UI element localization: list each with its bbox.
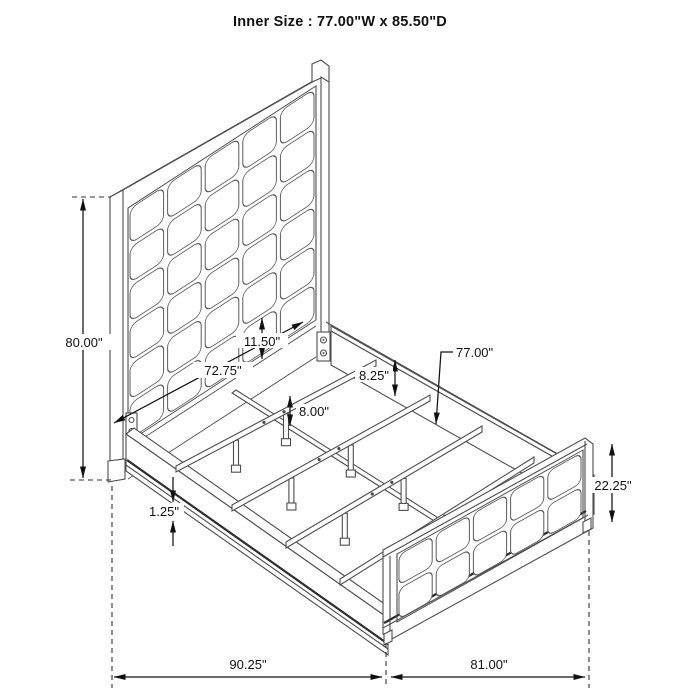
- overall-width-label: 81.00": [470, 657, 508, 672]
- slat-leg: [342, 513, 347, 539]
- slat-leg-foot: [399, 503, 408, 510]
- bolt-dot: [318, 458, 321, 461]
- dimension-overall-depth: [114, 657, 382, 677]
- rail-trim-label: 1.25": [149, 504, 179, 519]
- slat-leg: [284, 414, 289, 440]
- headboard-right-post: [321, 77, 329, 336]
- side-rail-height-label: 8.25": [359, 368, 389, 383]
- slat-leg-foot: [232, 465, 241, 472]
- dimension-overall-height: [56, 197, 111, 480]
- dimension-overall-width: [391, 657, 585, 677]
- left-rail-top: [126, 428, 396, 618]
- slat-leg-foot: [282, 439, 291, 446]
- slat-leg: [348, 445, 353, 471]
- footboard-height-label: 22.25": [594, 478, 632, 493]
- overall-height-label: 80.00": [65, 335, 103, 350]
- inner-size-title: Inner Size : 77.00"W x 85.50"D: [233, 14, 447, 30]
- slat-length-label: 77.00": [456, 345, 494, 360]
- slat-leg: [401, 478, 406, 504]
- bolt-dot: [390, 481, 393, 484]
- slat-leg: [234, 440, 239, 466]
- slat-leg-foot: [287, 503, 296, 510]
- bolt-dot: [337, 447, 340, 450]
- slat-leg-foot: [340, 538, 349, 545]
- right-rail-bracket: [317, 332, 330, 361]
- headboard: [108, 60, 330, 482]
- left-rail-trim: [127, 460, 388, 644]
- support-leg-height-label: 8.00": [299, 404, 329, 419]
- overall-depth-label: 90.25": [229, 657, 267, 672]
- bolt-dot: [371, 492, 374, 495]
- headboard-inner-width-label: 72.75": [204, 363, 242, 378]
- headboard-bottom-rail-label: 11.50": [243, 334, 281, 349]
- bolt-dot: [282, 410, 285, 413]
- headboard-left-post: [110, 190, 123, 481]
- bolt-dot: [262, 421, 265, 424]
- slat-leg-foot: [346, 470, 355, 477]
- slat-leg: [289, 478, 294, 504]
- headboard-left-foot: [108, 459, 125, 482]
